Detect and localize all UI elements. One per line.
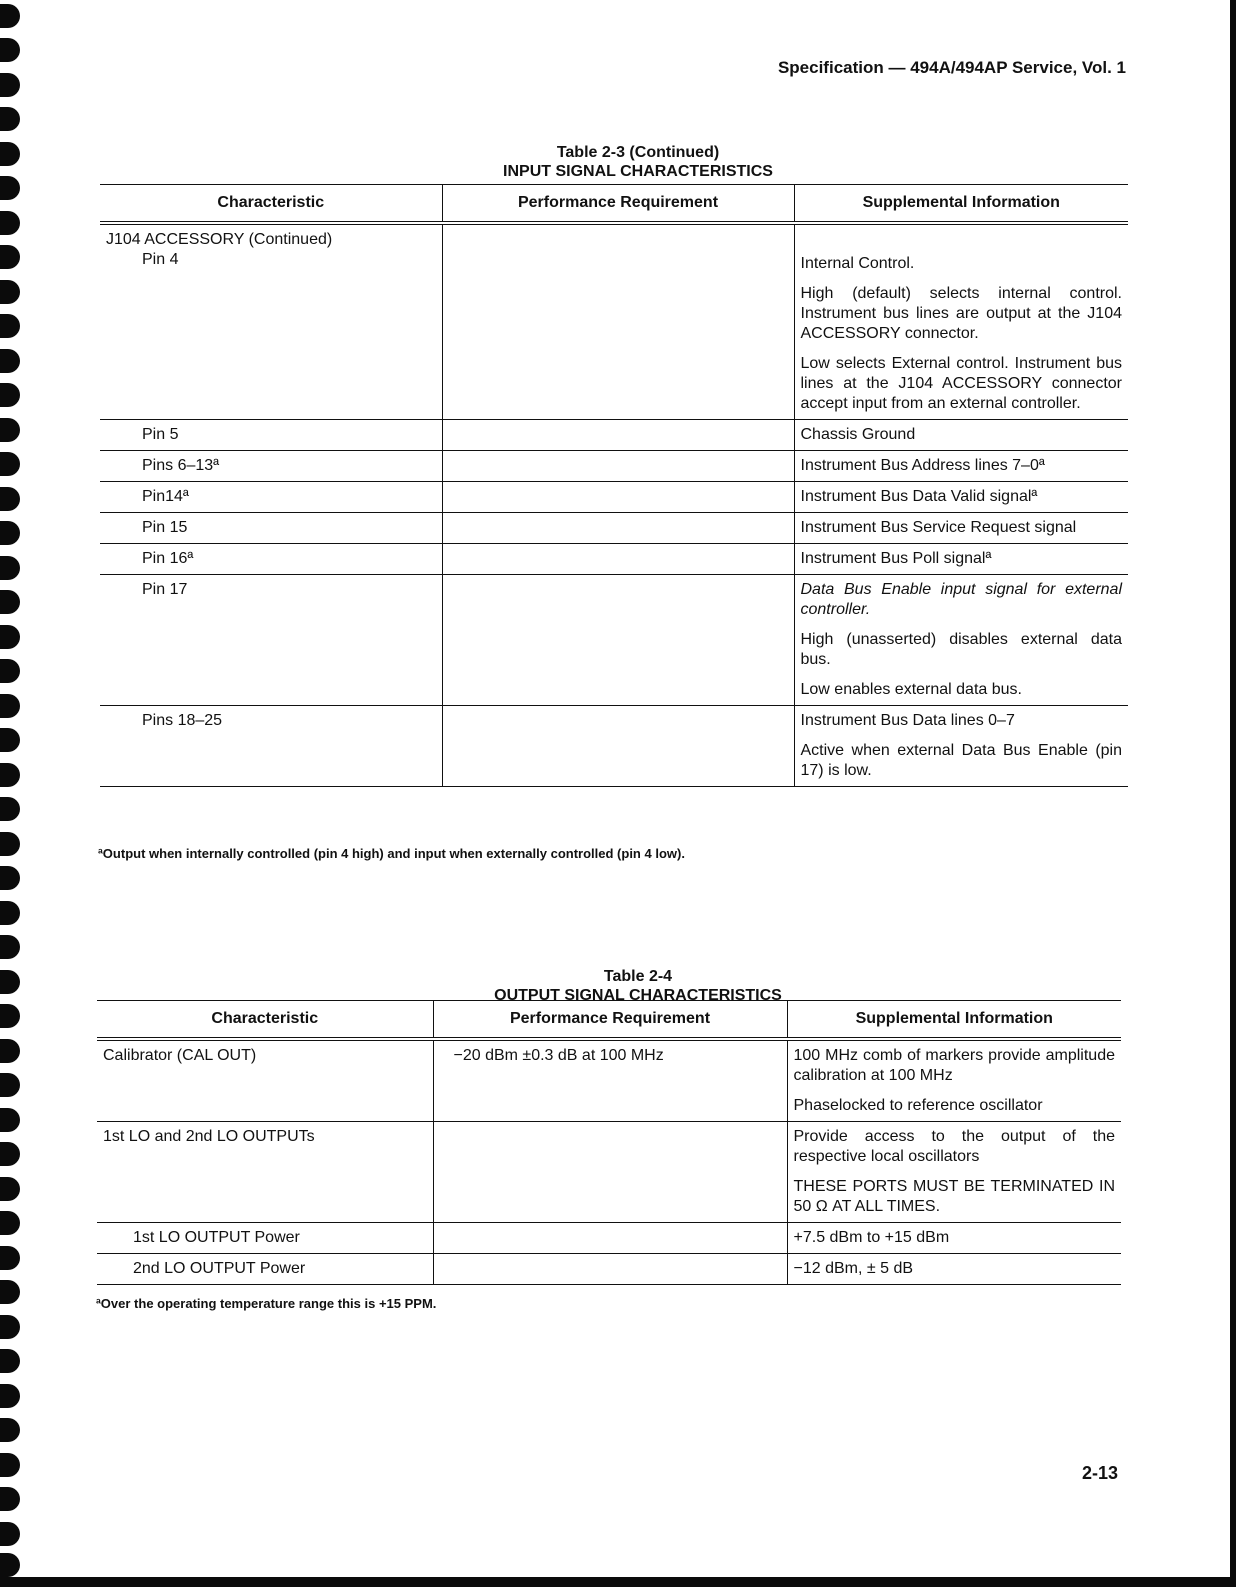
row-characteristic: 1st LO OUTPUT Power	[97, 1223, 433, 1254]
supplemental-text: Active when external Data Bus Enable (pin 17) is low.	[800, 742, 1122, 779]
binding-hole	[0, 970, 20, 994]
binding-hole	[0, 590, 20, 614]
binding-hole	[0, 935, 20, 959]
binding-hole	[0, 866, 20, 890]
binding-hole	[0, 1211, 20, 1235]
binding-holes	[0, 0, 30, 1587]
binding-hole	[0, 556, 20, 580]
table-row	[100, 544, 1128, 575]
row-characteristic: 1st LO and 2nd LO OUTPUTs	[97, 1122, 433, 1223]
table2-footnote: ªOver the operating temperature range this is +15 PPM.	[96, 1296, 437, 1311]
row-performance	[442, 451, 794, 482]
row-characteristic: Pin 17	[100, 575, 442, 706]
binding-hole	[0, 659, 20, 683]
supplemental-text: Data Bus Enable input signal for external controller.	[800, 581, 1122, 618]
row-characteristic: Pin14ª	[100, 482, 442, 513]
running-header: Specification — 494A/494AP Service, Vol. 1	[777, 58, 1126, 77]
binding-hole	[0, 452, 20, 476]
row-supplemental	[787, 1039, 1121, 1122]
row-performance	[442, 223, 794, 420]
row-supplemental	[787, 1254, 1121, 1285]
supplemental-text: Internal Control.	[800, 255, 915, 272]
supplemental-text: −12 dBm, ± 5 dB	[793, 1260, 914, 1277]
row-performance: −20 dBm ±0.3 dB at 100 MHz	[433, 1039, 787, 1122]
binding-hole	[0, 4, 20, 28]
row-performance	[442, 482, 794, 513]
row-performance	[442, 575, 794, 706]
table-row	[100, 420, 1128, 451]
binding-hole	[0, 1039, 20, 1063]
supplemental-text: Chassis Ground	[800, 426, 916, 443]
row-performance	[442, 513, 794, 544]
binding-hole	[0, 1246, 20, 1270]
binding-hole	[0, 763, 20, 787]
table1-footnote: ªOutput when internally controlled (pin 4 high) and input when externally controlled (pin 4 low).	[98, 846, 685, 861]
binding-hole	[0, 1384, 20, 1408]
supplemental-text: Provide access to the output of the respective local oscillators	[793, 1128, 1115, 1165]
binding-hole	[0, 1177, 20, 1201]
table-row	[100, 482, 1128, 513]
binding-hole	[0, 176, 20, 200]
row-performance	[433, 1122, 787, 1223]
table2-caption-title: OUTPUT SIGNAL CHARACTERISTICS	[494, 987, 782, 1004]
binding-hole	[0, 1004, 20, 1028]
binding-hole	[0, 1073, 20, 1097]
row-performance	[442, 420, 794, 451]
table1-caption-title: INPUT SIGNAL CHARACTERISTICS	[503, 163, 773, 180]
row-characteristic: Calibrator (CAL OUT)	[97, 1039, 433, 1122]
supplemental-text: Low selects External control. Instrument bus lines at the J104 ACCESSORY connector accept input from an external controller.	[800, 355, 1122, 412]
row-supplemental	[794, 544, 1128, 575]
binding-hole	[0, 418, 20, 442]
col-header-supplemental: Supplemental Information	[787, 1001, 1121, 1040]
binding-hole	[0, 211, 20, 235]
supplemental-text: 100 MHz comb of markers provide amplitude calibration at 100 MHz	[793, 1047, 1115, 1084]
table-row	[100, 513, 1128, 544]
row-characteristic: 2nd LO OUTPUT Power	[97, 1254, 433, 1285]
row-supplemental	[794, 706, 1128, 787]
group-label: J104 ACCESSORY (Continued)	[106, 231, 333, 248]
binding-hole	[0, 1349, 20, 1373]
binding-hole	[0, 142, 20, 166]
row-characteristic: Pin 15	[100, 513, 442, 544]
supplemental-text: High (default) selects internal control. Instrument bus lines are output at the J104 ACCESSORY connector.	[800, 285, 1122, 342]
table2-caption-number: Table 2-4	[603, 968, 673, 985]
row-characteristic: Pin 16ª	[100, 544, 442, 575]
binding-hole	[0, 349, 20, 373]
row-performance	[433, 1254, 787, 1285]
row-performance	[442, 544, 794, 575]
table1-caption-number: Table 2-3 (Continued)	[556, 144, 720, 161]
supplemental-text: Instrument Bus Data lines 0–7	[800, 712, 1015, 729]
input-signal-table	[100, 184, 1128, 787]
row-supplemental	[794, 575, 1128, 706]
row-performance	[442, 706, 794, 787]
binding-hole	[0, 1487, 20, 1511]
binding-hole	[0, 1453, 20, 1477]
binding-hole	[0, 797, 20, 821]
table-row	[100, 451, 1128, 482]
row-characteristic-label: Pin 4	[142, 251, 179, 268]
row-supplemental	[794, 451, 1128, 482]
binding-hole	[0, 314, 20, 338]
table-row	[100, 575, 1128, 706]
supplemental-text: Instrument Bus Data Valid signalª	[800, 488, 1038, 505]
binding-hole	[0, 1142, 20, 1166]
binding-hole	[0, 38, 20, 62]
row-characteristic: Pins 6–13ª	[100, 451, 442, 482]
row-supplemental	[794, 223, 1128, 420]
supplemental-text: +7.5 dBm to +15 dBm	[793, 1229, 950, 1246]
binding-hole	[0, 1280, 20, 1304]
binding-hole	[0, 280, 20, 304]
supplemental-text: Instrument Bus Address lines 7–0ª	[800, 457, 1045, 474]
row-characteristic: Pin 5	[100, 420, 442, 451]
scan-edge-bottom	[0, 1577, 1236, 1587]
binding-hole	[0, 487, 20, 511]
row-supplemental	[794, 420, 1128, 451]
col-header-supplemental: Supplemental Information	[794, 185, 1128, 224]
binding-hole	[0, 73, 20, 97]
supplemental-text: Phaselocked to reference oscillator	[793, 1097, 1043, 1114]
page-number: 2-13	[1081, 1463, 1118, 1483]
row-supplemental	[794, 513, 1128, 544]
binding-hole	[0, 1522, 20, 1546]
binding-hole	[0, 832, 20, 856]
table-row	[100, 223, 1128, 420]
supplemental-text: Instrument Bus Service Request signal	[800, 519, 1077, 536]
table-row	[100, 706, 1128, 787]
table1-caption	[20, 143, 1236, 181]
row-supplemental	[787, 1122, 1121, 1223]
col-header-performance: Performance Requirement	[433, 1001, 787, 1040]
row-performance	[433, 1223, 787, 1254]
table-row	[97, 1254, 1121, 1285]
binding-hole	[0, 1418, 20, 1442]
row-supplemental	[794, 482, 1128, 513]
col-header-characteristic: Characteristic	[97, 1001, 433, 1040]
col-header-characteristic: Characteristic	[100, 185, 442, 224]
binding-hole	[0, 728, 20, 752]
binding-hole	[0, 245, 20, 269]
row-supplemental	[787, 1223, 1121, 1254]
binding-hole	[0, 1553, 20, 1577]
table-row	[97, 1039, 1121, 1122]
row-characteristic: Pins 18–25	[100, 706, 442, 787]
supplemental-text: Low enables external data bus.	[800, 681, 1022, 698]
binding-hole	[0, 625, 20, 649]
binding-hole	[0, 107, 20, 131]
output-signal-table	[97, 1000, 1121, 1285]
supplemental-text: High (unasserted) disables external data bus.	[800, 631, 1122, 668]
binding-hole	[0, 1315, 20, 1339]
table-row	[97, 1122, 1121, 1223]
row-characteristic	[100, 223, 442, 420]
binding-hole	[0, 383, 20, 407]
table-row	[97, 1223, 1121, 1254]
supplemental-text: THESE PORTS MUST BE TERMINATED IN 50 Ω AT ALL TIMES.	[793, 1178, 1115, 1215]
binding-hole	[0, 1108, 20, 1132]
binding-hole	[0, 694, 20, 718]
binding-hole	[0, 901, 20, 925]
col-header-performance: Performance Requirement	[442, 185, 794, 224]
binding-hole	[0, 521, 20, 545]
supplemental-text: Instrument Bus Poll signalª	[800, 550, 992, 567]
scan-edge-right	[1230, 0, 1236, 1587]
